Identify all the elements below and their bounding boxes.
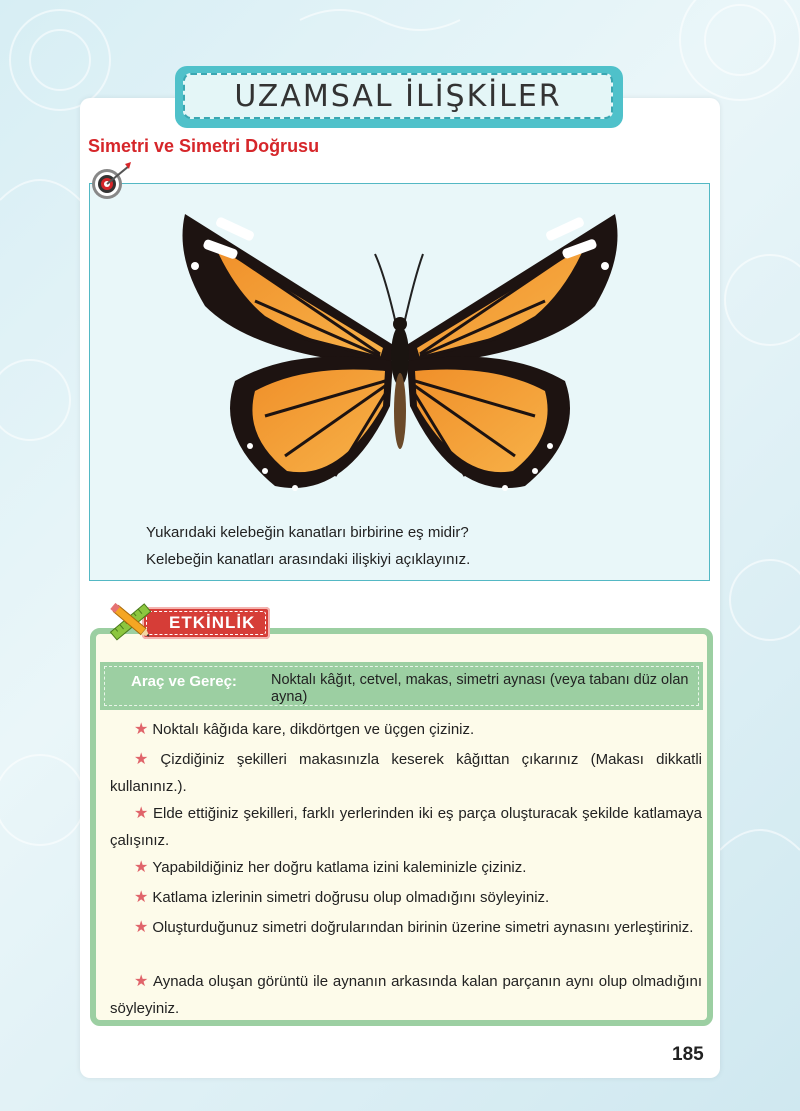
question-text: Kelebeğin kanatları arasındaki ilişkiyi açıklayınız. <box>146 551 471 568</box>
title-banner <box>175 66 623 128</box>
materials-bar <box>100 662 703 710</box>
star-icon: ★ <box>134 919 149 936</box>
butterfly-image <box>175 196 625 506</box>
star-icon: ★ <box>134 973 149 990</box>
intro-box <box>89 183 710 581</box>
materials-label: Araç ve Gereç: <box>131 673 237 690</box>
list-item: ★ Oluşturduğunuz simetri doğrularından birinin üzerine simetri aynasını yerleştiriniz. <box>134 919 694 936</box>
list-item: ★ Çizdiğiniz şekilleri makasınızla keserek kâğıttan çıkarınız (Makası dikkatli kullanınız.). <box>110 751 703 795</box>
page-title: UZAMSAL İLİŞKİLER <box>183 73 613 119</box>
question-text: Yukarıdaki kelebeğin kanatları birbirine eş midir? <box>146 524 469 541</box>
star-icon: ★ <box>134 751 157 768</box>
target-dart-icon <box>89 160 133 204</box>
activity-tag <box>142 607 270 639</box>
activity-box <box>90 628 713 1026</box>
list-item: ★ Katlama izlerinin simetri doğrusu olup olmadığını söyleyiniz. <box>134 889 550 906</box>
section-title: Simetri ve Simetri Doğrusu <box>88 136 320 156</box>
star-icon: ★ <box>134 889 149 906</box>
pencil-ruler-icon <box>103 596 161 648</box>
list-item: ★ Noktalı kâğıda kare, dikdörtgen ve üçgen çiziniz. <box>134 721 475 738</box>
star-icon: ★ <box>134 721 149 738</box>
list-item: ★ Elde ettiğiniz şekilleri, farklı yerlerinden iki eş parça oluşturacak şekilde katlamaya çalışınız. <box>110 805 703 849</box>
star-icon: ★ <box>134 805 149 822</box>
activity-tag-label: ETKİNLİK <box>146 611 266 635</box>
list-item: ★ Aynada oluşan görüntü ile aynanın arkasında kalan parçanın aynı olup olmadığını söyleyiniz. <box>110 973 702 1017</box>
page-number: 185 <box>672 1044 704 1065</box>
materials-text: Noktalı kâğıt, cetvel, makas, simetri aynası (veya tabanı düz olan ayna) <box>271 672 689 705</box>
list-item: ★ Yapabildiğiniz her doğru katlama izini kaleminizle çiziniz. <box>134 859 527 876</box>
star-icon: ★ <box>134 859 149 876</box>
